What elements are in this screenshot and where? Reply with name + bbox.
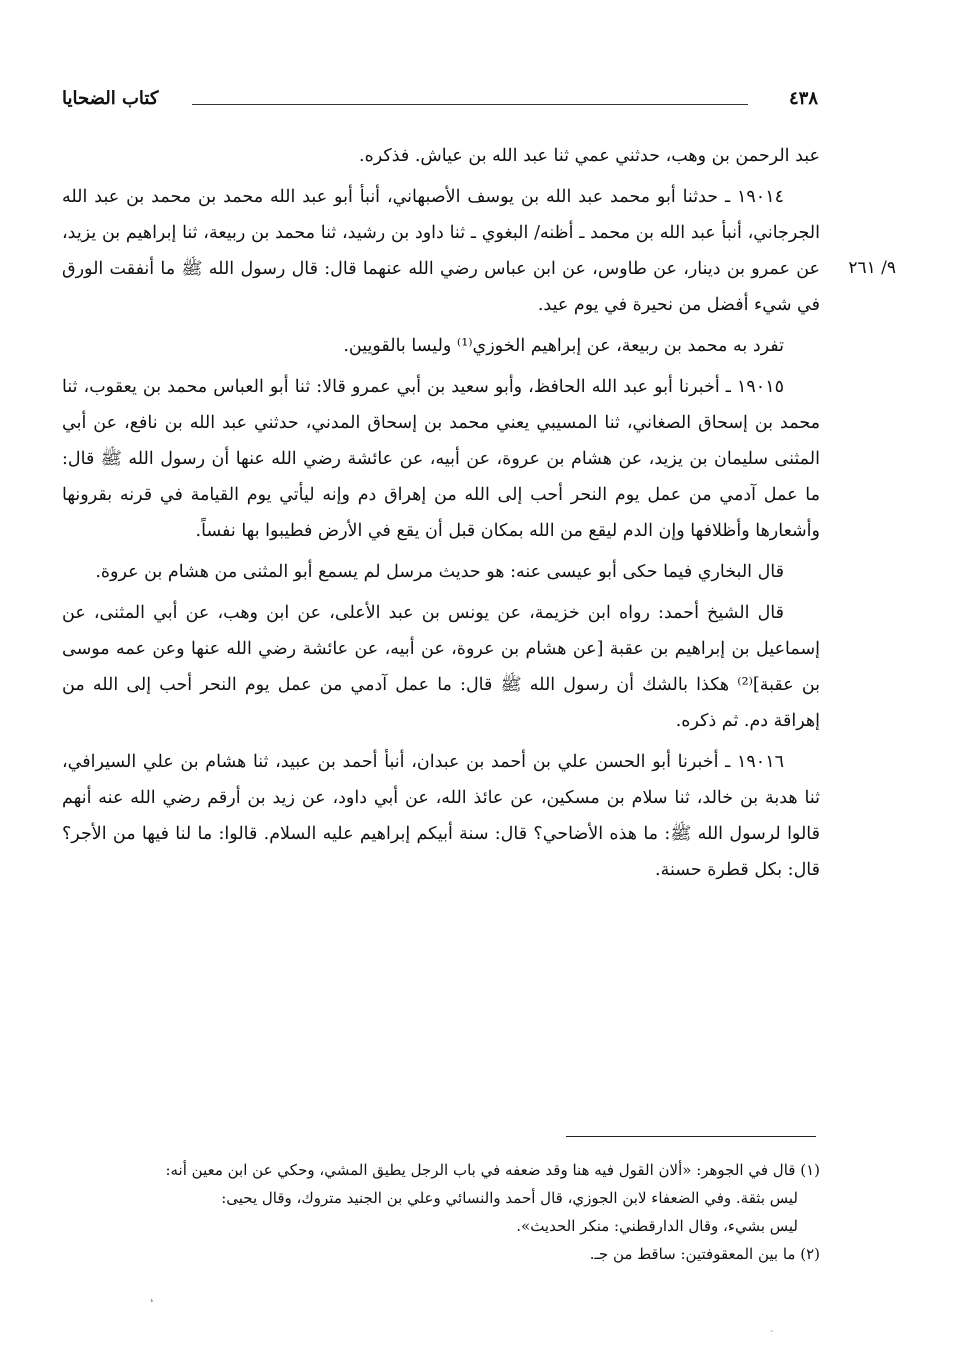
footnotes — [62, 1156, 820, 1268]
paragraph: تفرد به محمد بن ربيعة، عن إبراهيم الخوزي⁽¹⁾ وليسا بالقويين. — [343, 336, 784, 356]
margin-volume-page-note: ٩/ ٢٦١ — [848, 258, 896, 278]
paragraph: عبد الرحمن بن وهب، حدثني عمي ثنا عبد الله بن عياش. فذكره. — [359, 146, 820, 166]
footnote-line: (١) قال في الجوهر: «ألان القول فيه هنا وقد ضعفه في باب الرجل يطيق المشي، وحكي عن ابن معين أنه: — [165, 1161, 820, 1179]
header-rule — [192, 104, 748, 105]
main-text — [62, 138, 820, 893]
paragraph: ١٩٠١٤ ـ حدثنا أبو محمد عبد الله بن يوسف الأصبهاني، أنبأ أبو عبد الله محمد بن محمد بن عبد الله الجرجاني، أنبأ عبد الله بن محمد ـ أظنه/ البغوي ـ ثنا داود بن رشيد، ثنا محمد بن ربيعة، ثنا إبراهيم بن يزيد، عن عمرو بن دينار، عن طاوس، عن ابن عباس رضي الله عنهما قال: قال رسول الله ﷺ ما أنفقت الورق في شيء أفضل من نحيرة في يوم عيد. — [62, 187, 820, 315]
footnote-line: (٢) ما بين المعقوفتين: ساقط من جـ. — [589, 1245, 820, 1263]
page-number: ٤٣٨ — [788, 88, 818, 109]
scan-speck: ❛ — [150, 1298, 154, 1309]
footnote-line: ليس بثقة. وفي الضعفاء لابن الجوزي، قال أحمد والنسائي وعلي بن الجنيد متروك، وقال يحيى: — [221, 1189, 798, 1207]
footnote-separator — [566, 1136, 816, 1137]
paragraph: قال الشيخ أحمد: رواه ابن خزيمة، عن يونس بن عبد الأعلى، عن ابن وهب، عن أبي المثنى، عن إسماعيل بن إبراهيم بن عقبة [عن هشام بن عروة، عن أبيه، عن عائشة رضي الله عنها وعن عمه موسى بن عقبة]⁽²⁾ هكذا بالشك أن رسول الله ﷺ قال: ما عمل آدمي من عمل يوم النحر أحب إلى الله من إهراقة دم. ثم ذكره. — [62, 603, 821, 731]
paragraph: ١٩٠١٦ ـ أخبرنا أبو الحسن علي بن أحمد بن عبدان، أنبأ أحمد بن عبيد، ثنا هشام بن علي السيرافي، ثنا هدبة بن خالد، ثنا سلام بن مسكين، عن عائذ الله، عن أبي داود، عن زيد بن أرقم رضي الله عنه أنهم قالوا لرسول الله ﷺ: ما هذه الأضاحي؟ قال: سنة أبيكم إبراهيم عليه السلام. قالوا: ما لنا فيها من الأجر؟ قال: بكل قطرة حسنة. — [62, 752, 820, 880]
footnote-line: ليس بشيء، وقال الدارقطني: منكر الحديث». — [516, 1217, 798, 1235]
scan-speck: - — [770, 1326, 774, 1337]
book-title: كتاب الضحايا — [62, 88, 159, 109]
paragraph: قال البخاري فيما حكى أبو عيسى عنه: هو حديث مرسل لم يسمع أبو المثنى من هشام بن عروة. — [95, 562, 784, 582]
paragraph: ١٩٠١٥ ـ أخبرنا أبو عبد الله الحافظ، وأبو سعيد بن أبي عمرو قالا: ثنا أبو العباس محمد بن يعقوب، ثنا محمد بن إسحاق الصغاني، ثنا المسيبي يعني محمد بن إسحاق المدني، حدثني عبد الله بن نافع، عن أبي المثنى سليمان بن يزيد، عن هشام بن عروة، عن أبيه، عن عائشة رضي الله عنها أن رسول الله ﷺ قال: ما عمل آدمي من عمل يوم النحر أحب إلى الله من إهراق دم وإنه ليأتي يوم القيامة في قرنه بقرونها وأشعارها وأظلافها وإن الدم ليقع من الله بمكان قبل أن يقع في الأرض فطيبوا بها نفساً. — [62, 377, 820, 541]
running-header — [62, 84, 820, 114]
